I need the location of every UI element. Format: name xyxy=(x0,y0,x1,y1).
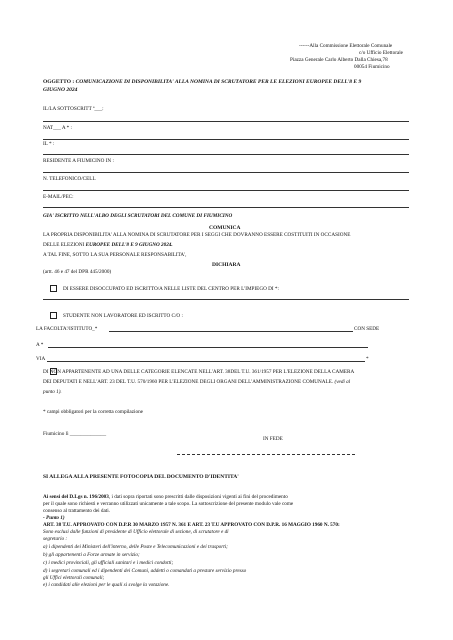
field-line-email[interactable] xyxy=(43,207,409,208)
option-studente-label: STUDENTE NON LAVORATORE ED ISCRITTO C/O : xyxy=(63,313,183,319)
attachment-note: SI ALLEGA ALLA PRESENTE FOTOCOPIA DEL DOCUMENTO D'IDENTITA' xyxy=(43,474,239,480)
articles-heading: ART. 38 T.U. APPROVATO CON D.P.R 30 MARZO 1957 N. 361 E ART. 23 T.U APPROVATO CON D.P.R. 16 MAGGIO 1960 N. 570: xyxy=(43,522,340,528)
comunica-heading: COMUNICA xyxy=(209,225,241,231)
exclusion-line: a) i dipendenti dei Ministeri dell'interno, delle Poste e Telecomunicazioni e dei trasporti; xyxy=(43,544,228,550)
punto-1-label: - Punto 1) xyxy=(43,515,65,521)
exclusion-line: b) gli appartenenti a Forze armate in servizio; xyxy=(43,552,140,558)
exclusion-line: c) i medici provinciali, gli ufficiali sanitari e i medici condotti; xyxy=(43,560,174,566)
place-date: Fiumicino lì ______________ xyxy=(43,431,107,437)
option-disoccupato-checkbox[interactable] xyxy=(50,285,57,292)
option-disoccupato-line[interactable] xyxy=(43,299,409,300)
facolta-sede-label: CON SEDE xyxy=(354,326,380,332)
privacy-text-1: , i dati sopra riportati sono prescritti dalle disposizioni vigenti ai fini del procedimento xyxy=(108,494,288,500)
exclusion-line: Sono esclusi dalle funzioni di presidente di Ufficio elettorale di sezione, di scrutatore e di xyxy=(43,529,229,535)
city-label: A * xyxy=(36,342,44,348)
appartenente-line-2-text: DEI DEPUTATI E NELL'ART. 23 DEL T.U. 570/1960 PER L'ELEZIONE DEGLI ORGANI DELL'AMMINISTRAZIONE COMUNALE. xyxy=(43,379,334,385)
appartenente-line-3: punto 1). xyxy=(43,389,62,395)
field-label-nato: NAT___ A * : xyxy=(43,125,72,131)
privacy-lead: Ai sensi del D.Lgs n. 196/2003 xyxy=(43,494,109,500)
field-line-nato[interactable] xyxy=(43,139,409,140)
exclusion-line: segretario : xyxy=(43,536,68,542)
exclusion-line: e) i candidati alle elezioni per le quali si svolge la votazione. xyxy=(43,582,170,588)
field-label-il: IL * : xyxy=(43,141,55,147)
subject-label: OGGETTO : xyxy=(43,79,76,85)
albo-statement: GIA' ISCRITTO NELL'ALBO DEGLI SCRUTATORI DEL COMUNE DI FIUMICINO xyxy=(43,213,233,219)
field-line-il[interactable] xyxy=(43,154,409,155)
privacy-line-1 xyxy=(43,494,288,500)
signature-line[interactable] xyxy=(177,454,355,455)
field-label-telefono: N. TELEFONICO/CELL xyxy=(43,176,96,182)
field-line-sottoscritto[interactable] xyxy=(43,121,409,122)
recipient-line-2: c/o Ufficio Elettorale xyxy=(359,50,403,56)
street-required-mark: * xyxy=(366,356,369,362)
field-label-residente: RESIDENTE A FIUMICINO IN : xyxy=(43,158,114,164)
street-line[interactable] xyxy=(47,361,365,362)
exclusion-line: d) i segretari comunali ed i dipendenti dei Comuni, addetti o comandati a prestare servizio presso xyxy=(43,568,247,574)
required-fields-note: * campi obbligatori per la corretta compilazione xyxy=(43,409,143,415)
recipient-line-3: Piazza Generale Carlo Alberto Dalla Chiesa,78 xyxy=(290,57,388,63)
privacy-line-3: consenso al trattamento dei dati. xyxy=(43,508,110,514)
city-line[interactable] xyxy=(48,347,368,348)
exclusion-line: gli Uffici elettorali comunali; xyxy=(43,575,105,581)
comunica-election: EUROPEE DELL'8 E 9 GIUGNO 2024. xyxy=(85,242,173,248)
in-fede-label: IN FEDE xyxy=(263,436,283,442)
privacy-line-2: per il quale sono richiesti e verranno utilizzati unicamente a tale scopo. La sottoscrizione del presente modulo vale come xyxy=(43,501,294,507)
field-line-residente[interactable] xyxy=(43,172,409,173)
dichiara-heading: DICHIARA xyxy=(212,262,241,268)
facolta-label: LA FACOLTA'/ISTITUTO_* xyxy=(36,326,98,332)
appartenente-see-note: (vedi al xyxy=(334,379,351,385)
appartenente-line-1: DI NON APPARTENENTE AD UNA DELLE CATEGORIE ELENCATE NELL'ART. 38DEL T.U. 361/1957 PER L'ELEZIONE DELLA CAMERA xyxy=(43,369,355,375)
field-label-email: E-MAIL/PEC: xyxy=(43,194,74,200)
street-label: VIA xyxy=(36,356,46,362)
field-line-telefono[interactable] xyxy=(43,190,409,191)
option-disoccupato-label: DI ESSERE DISOCCUPATO ED ISCRITTO/A NELLE LISTE DEL CENTRO PER L'IMPIEGO DI *: xyxy=(63,286,279,292)
comunica-line-3: A TAL FINE, SOTTO LA SUA PERSONALE RESPONSABILITA', xyxy=(43,252,187,258)
appartenente-line-2 xyxy=(43,379,350,385)
field-label-sottoscritto: IL/LA SOTTOSCRITT ª___: xyxy=(43,106,104,112)
subject-line-1 xyxy=(43,79,361,86)
option-studente-checkbox[interactable] xyxy=(50,312,57,319)
recipient-line-1: ------Alla Commissione Elettorale Comunale xyxy=(299,43,393,49)
comunica-line-1: LA PROPRIA DISPONIBILITA' ALLA NOMINA DI SCRUTATORE PER I SEGGI CHE DOVRANNO ESSERE COSTITUITI IN OCCASIONE xyxy=(43,232,351,238)
subject-text: COMUNICAZIONE DI DISPONIBILITA' ALLA NOMINA DI SCRUTATORE PER LE ELEZIONI EUROPEE DELL'8 E 9 xyxy=(75,79,362,85)
recipient-line-4: 00054 Fiumicino xyxy=(354,64,390,70)
dichiara-reference: (artt. 46 e 47 del DPR 445/2000) xyxy=(43,269,112,275)
comunica-line-2 xyxy=(43,242,173,248)
facolta-line[interactable] xyxy=(109,331,353,332)
comunica-line-2-prefix: DELLE ELEZIONI xyxy=(43,242,86,248)
subject-line-2: GIUGNO 2024 xyxy=(43,87,78,93)
